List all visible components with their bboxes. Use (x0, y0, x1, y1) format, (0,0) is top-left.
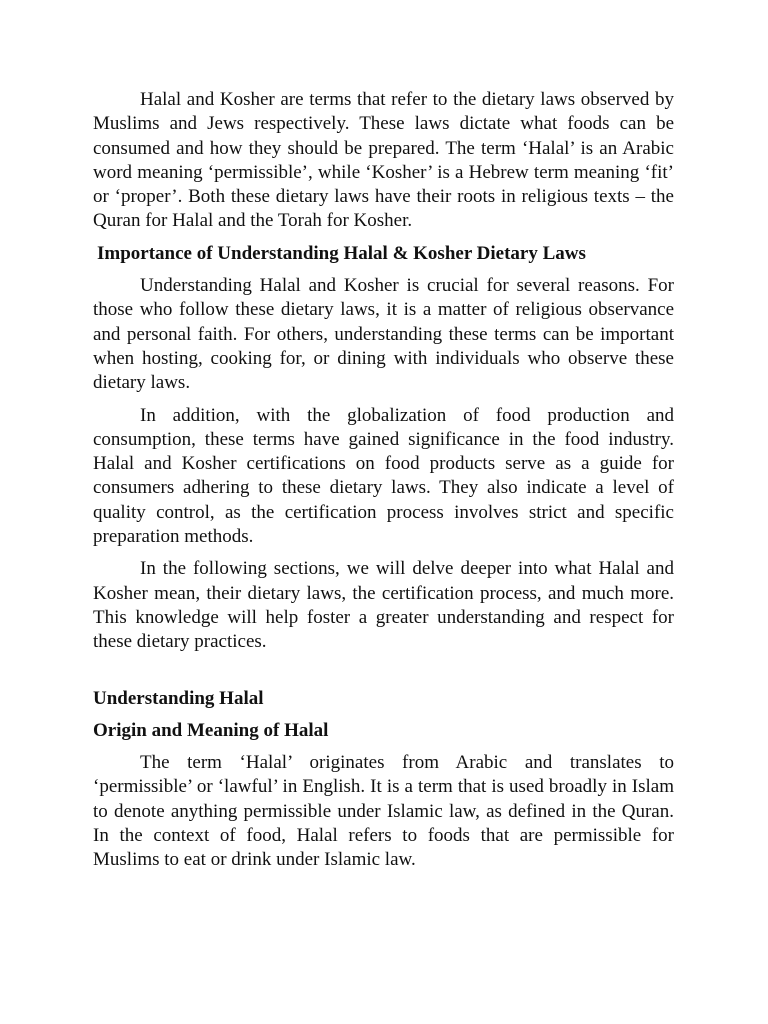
document-page (93, 88, 674, 881)
importance-paragraph-3: In the following sections, we will delve deeper into what Halal and Kosher mean, their dietary laws, the certification process, and much more. This knowledge will help foster a greater understanding and respect for these dietary practices. (93, 558, 674, 653)
importance-paragraph-2: In addition, with the globalization of food production and consumption, these terms have gained significance in the food industry. Halal and Kosher certifications on food products serve as a guide for consumers adhering to these dietary laws. They also indicate a level of quality control, as the certification process involves strict and specific preparation methods. (93, 404, 674, 548)
origin-meaning-paragraph: The term ‘Halal’ originates from Arabic and translates to ‘permissible’ or ‘lawful’ in English. It is a term that is used broadly in Islam to denote anything permissible under Islamic law, as defined in the Quran. In the context of food, Halal refers to foods that are permissible for Muslims to eat or drink under Islamic law. (93, 752, 674, 871)
section-spacer (93, 663, 674, 687)
origin-meaning-heading: Origin and Meaning of Halal (93, 719, 329, 741)
intro-paragraph: Halal and Kosher are terms that refer to the dietary laws observed by Muslims and Jews respectively. These laws dictate what foods can be consumed and how they should be prepared. The term ‘Halal’ is an Arabic word meaning ‘permissible’, while ‘Kosher’ is a Hebrew term meaning ‘fit’ or ‘proper’. Both these dietary laws have their roots in religious texts – the Quran for Halal and the Torah for Kosher. (93, 89, 674, 232)
importance-paragraph-1: Understanding Halal and Kosher is crucial for several reasons. For those who follow these dietary laws, it is a matter of religious observance and personal faith. For others, understanding these terms can be important when hosting, cooking for, or dining with individuals who observe these dietary laws. (93, 275, 674, 394)
understanding-halal-heading: Understanding Halal (93, 687, 264, 709)
importance-heading: Importance of Understanding Halal & Kosher Dietary Laws (97, 242, 586, 264)
